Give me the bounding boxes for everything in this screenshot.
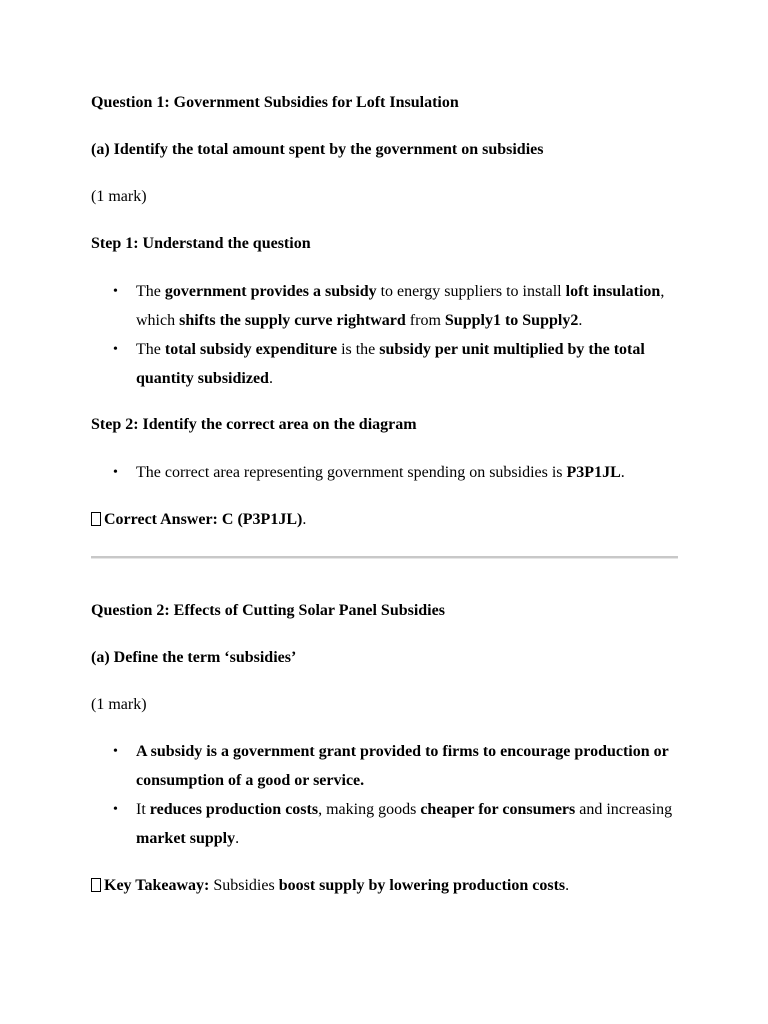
list-item: • The government provides a subsidy to energy suppliers to install loft insulation, which shifts the supply curve rightward from Supply1 to Supply2. <box>91 277 679 335</box>
q1-answer: Correct Answer: C (P3P1JL). <box>91 510 306 530</box>
q2-title: Question 2: Effects of Cutting Solar Panel Subsidies <box>91 602 445 619</box>
list-item: • A subsidy is a government grant provided to firms to encourage production or consumption of a good or service. <box>91 737 679 795</box>
q1-part-a: (a) Identify the total amount spent by the government on subsidies <box>91 141 544 158</box>
missing-glyph-icon <box>91 512 101 526</box>
bullet-icon: • <box>113 465 118 480</box>
q1-step1-list <box>91 277 679 393</box>
list-item: • The correct area representing government spending on subsidies is P3P1JL. <box>91 458 679 487</box>
q1-step1-heading: Step 1: Understand the question <box>91 235 311 252</box>
missing-glyph-icon <box>91 878 101 892</box>
q2-mark: (1 mark) <box>91 696 147 713</box>
q1-mark: (1 mark) <box>91 188 147 205</box>
bullet-icon: • <box>113 744 118 759</box>
q2-part-a: (a) Define the term ‘subsidies’ <box>91 649 297 666</box>
q2-list <box>91 737 679 853</box>
q1-title: Question 1: Government Subsidies for Loft Insulation <box>91 94 459 111</box>
bullet-icon: • <box>113 284 118 299</box>
bullet-icon: • <box>113 802 118 817</box>
q1-step2-list <box>91 458 679 487</box>
q2-takeaway: Key Takeaway: Subsidies boost supply by lowering production costs. <box>91 876 569 896</box>
bullet-icon: • <box>113 342 118 357</box>
section-divider <box>91 556 678 559</box>
list-item: • It reduces production costs, making goods cheaper for consumers and increasing market supply. <box>91 795 679 853</box>
list-item: • The total subsidy expenditure is the subsidy per unit multiplied by the total quantity subsidized. <box>91 335 679 393</box>
q1-step2-heading: Step 2: Identify the correct area on the diagram <box>91 416 417 433</box>
